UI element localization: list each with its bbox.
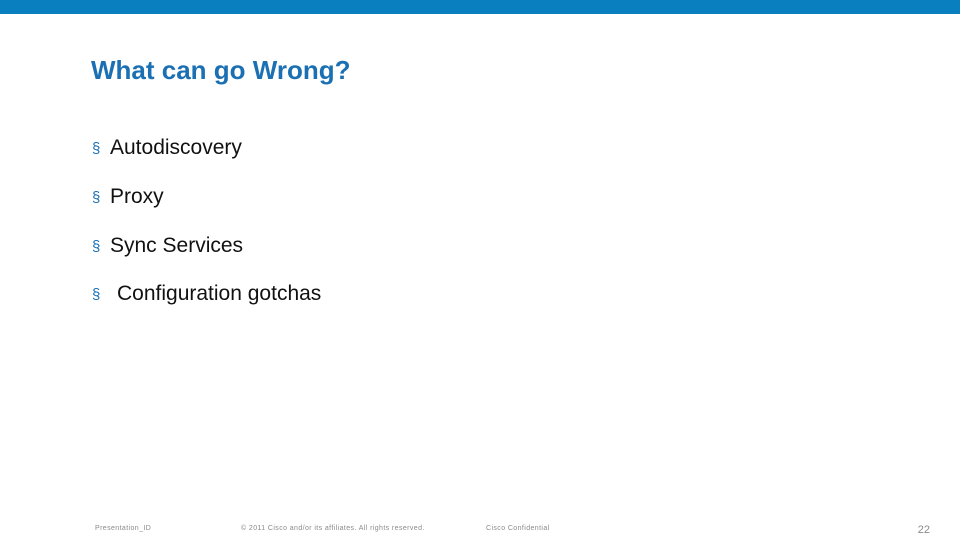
bullet-item-autodiscovery [92,134,321,162]
page-number: 22 [917,524,930,536]
bullet-text: Autodiscovery [110,136,242,159]
bullet-text: Proxy [110,185,164,208]
bullet-marker-icon: § [92,139,101,157]
bullet-list [92,134,321,308]
top-accent-bar [0,0,960,14]
bullet-item-proxy [92,183,321,211]
bullet-marker-icon: § [92,237,101,255]
bullet-text: Configuration gotchas [117,282,322,305]
footer-copyright: © 2011 Cisco and/or its affiliates. All rights reserved. [241,525,425,532]
bullet-marker-icon: § [92,285,101,303]
footer-presentation-id: Presentation_ID [95,525,152,532]
footer-confidential: Cisco Confidential [486,525,550,532]
bullet-item-sync-services [92,232,321,260]
bullet-item-configuration-gotchas [92,280,321,308]
bullet-text: Sync Services [110,234,244,257]
bullet-marker-icon: § [92,188,101,206]
slide-title: What can go Wrong? [91,55,351,85]
